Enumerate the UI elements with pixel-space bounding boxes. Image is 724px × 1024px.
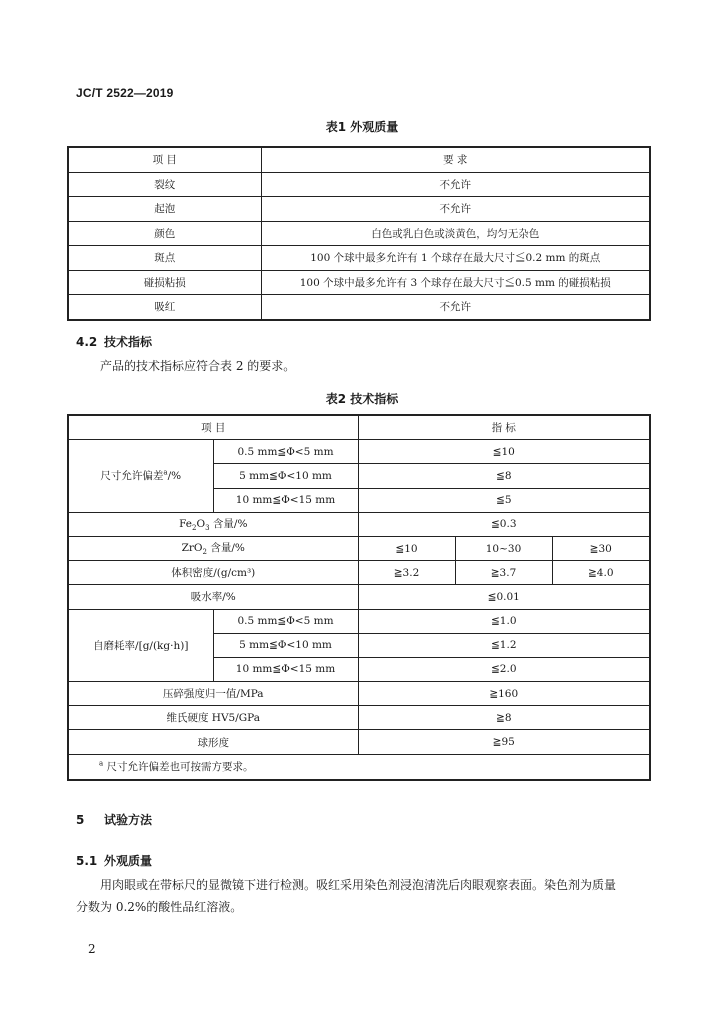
table-header-row <box>68 415 650 440</box>
size-range: 0.5 mm≦Φ<5 mm <box>213 440 358 464</box>
row-requirement: 不允许 <box>261 172 650 197</box>
wear-rate-value: ≦1.0 <box>358 609 650 633</box>
zro2-value: 10~30 <box>455 536 552 560</box>
wear-range: 0.5 mm≦Φ<5 mm <box>213 609 358 633</box>
col-header-index: 指 标 <box>358 415 650 440</box>
zro2-value: ≧30 <box>552 536 650 560</box>
section-5-1-text-line2: 分数为 0.2%的酸性品红溶液。 <box>76 900 243 914</box>
row-item: 颜色 <box>68 221 261 246</box>
table-row <box>68 440 650 464</box>
wear-range: 5 mm≦Φ<10 mm <box>213 633 358 657</box>
row-item: 碰损粘损 <box>68 270 261 295</box>
size-tolerance-label: 尺寸允许偏差$^a$/% <box>68 440 213 513</box>
row-requirement: 白色或乳白色或淡黄色，均匀无杂色 <box>261 221 650 246</box>
table-row <box>68 706 650 730</box>
fe2o3-value: ≦0.3 <box>358 512 650 536</box>
table-row <box>68 730 650 754</box>
density-label: 体积密度/(g/cm³) <box>68 561 358 585</box>
section-title: 外观质量 <box>104 854 153 868</box>
table-footnote: $^a$ 尺寸允许偏差也可按需方要求。 <box>68 754 650 780</box>
sphericity-value: ≧95 <box>358 730 650 754</box>
size-tolerance-value: ≦10 <box>358 440 650 464</box>
section-number: 5.1 <box>76 854 98 868</box>
wear-rate-label: 自磨耗率/[g/(kg·h)] <box>68 609 213 682</box>
row-requirement: 100 个球中最多允许有 1 个球存在最大尺寸≦0.2 mm 的斑点 <box>261 246 650 271</box>
table-row <box>68 246 650 271</box>
technical-index-table <box>67 414 651 781</box>
section-4-2-heading <box>76 333 152 350</box>
appearance-quality-table <box>67 146 651 321</box>
size-tolerance-value: ≦5 <box>358 488 650 512</box>
crush-strength-label: 压碎强度归一值/MPa <box>68 682 358 706</box>
table-footnote-row <box>68 754 650 780</box>
table-header-row <box>68 147 650 172</box>
section-5-heading <box>76 811 152 828</box>
table-row <box>68 561 650 585</box>
row-item: 吸红 <box>68 295 261 320</box>
crush-strength-value: ≧160 <box>358 682 650 706</box>
row-requirement: 不允许 <box>261 295 650 320</box>
section-title: 技术指标 <box>104 335 153 349</box>
zro2-value: ≦10 <box>358 536 455 560</box>
water-absorption-value: ≦0.01 <box>358 585 650 609</box>
table2-caption: 表2 技术指标 <box>325 392 399 406</box>
page-number: 2 <box>88 942 96 956</box>
sphericity-label: 球形度 <box>68 730 358 754</box>
table-row <box>68 536 650 560</box>
table-row <box>68 295 650 320</box>
section-5-1-text-line1: 用肉眼或在带标尺的显微镜下进行检测。吸红采用染色剂浸泡清洗后肉眼观察表面。染色剂为质量 <box>100 878 617 892</box>
row-requirement: 不允许 <box>261 197 650 222</box>
water-absorption-label: 吸水率/% <box>68 585 358 609</box>
wear-rate-value: ≦1.2 <box>358 633 650 657</box>
col-header-item: 项 目 <box>68 415 358 440</box>
table-row <box>68 609 650 633</box>
zro2-label: ZrO$_2$ 含量/% <box>68 536 358 560</box>
table-row <box>68 221 650 246</box>
row-item: 起泡 <box>68 197 261 222</box>
standard-number: JC/T 2522—2019 <box>76 86 174 100</box>
table-row <box>68 682 650 706</box>
density-value: ≧3.7 <box>455 561 552 585</box>
section-5-1-heading <box>76 852 152 869</box>
hardness-value: ≧8 <box>358 706 650 730</box>
row-requirement: 100 个球中最多允许有 3 个球存在最大尺寸≦0.5 mm 的碰损粘损 <box>261 270 650 295</box>
wear-range: 10 mm≦Φ<15 mm <box>213 657 358 681</box>
table-row <box>68 270 650 295</box>
table-row <box>68 512 650 536</box>
size-tolerance-value: ≦8 <box>358 464 650 488</box>
section-title: 试验方法 <box>104 813 153 827</box>
section-number: 5 <box>76 813 85 827</box>
row-item: 斑点 <box>68 246 261 271</box>
col-header-requirement: 要 求 <box>261 147 650 172</box>
row-item: 裂纹 <box>68 172 261 197</box>
wear-rate-value: ≦2.0 <box>358 657 650 681</box>
size-range: 5 mm≦Φ<10 mm <box>213 464 358 488</box>
size-range: 10 mm≦Φ<15 mm <box>213 488 358 512</box>
section-4-2-text: 产品的技术指标应符合表 2 的要求。 <box>100 359 296 373</box>
table-row <box>68 585 650 609</box>
table1-caption: 表1 外观质量 <box>325 120 399 134</box>
section-number: 4.2 <box>76 335 98 349</box>
fe2o3-label: $Fe_2O_3$ 含量/% <box>68 512 358 536</box>
density-value: ≧4.0 <box>552 561 650 585</box>
col-header-item: 项 目 <box>68 147 261 172</box>
table-row <box>68 197 650 222</box>
table-row <box>68 172 650 197</box>
hardness-label: 维氏硬度 HV5/GPa <box>68 706 358 730</box>
density-value: ≧3.2 <box>358 561 455 585</box>
